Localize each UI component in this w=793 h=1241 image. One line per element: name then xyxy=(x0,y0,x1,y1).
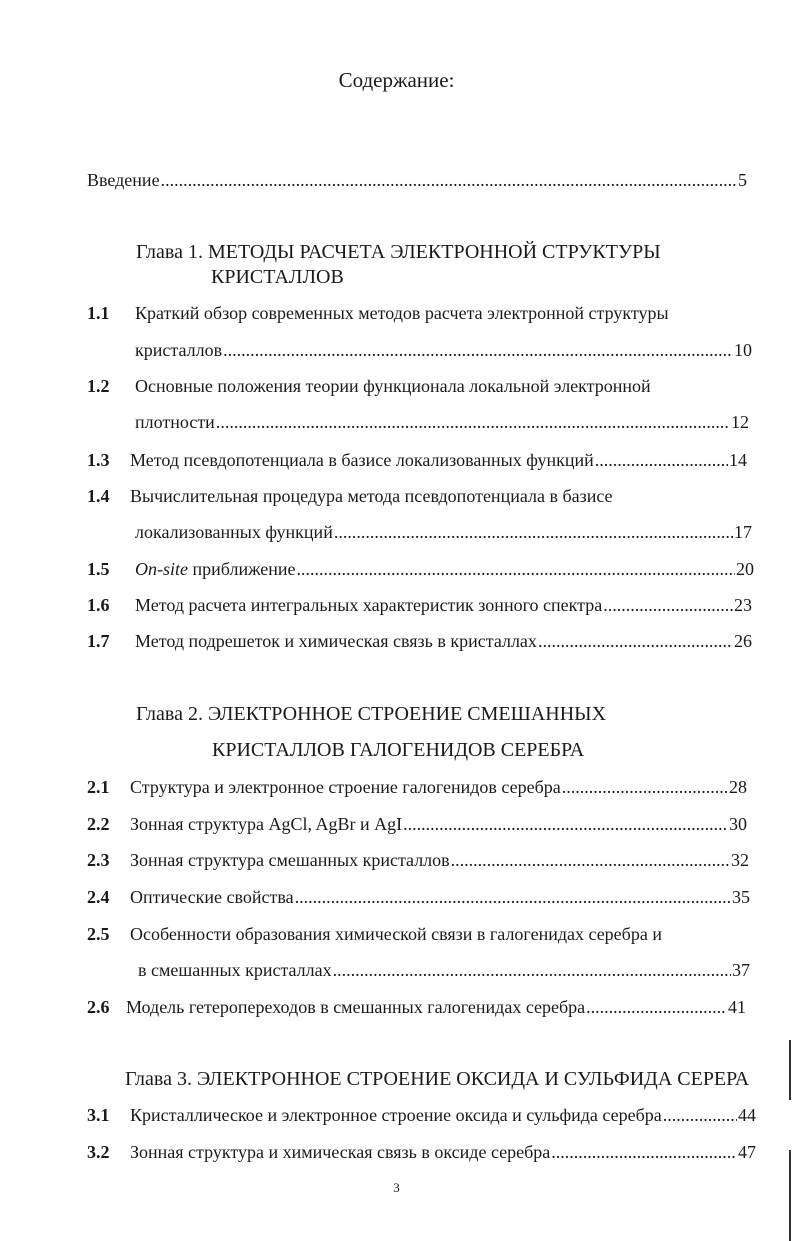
section-number: 3.2 xyxy=(87,1142,110,1162)
toc-page-number: 32 xyxy=(731,850,749,870)
section-number: 2.1 xyxy=(87,777,110,797)
dot-leader xyxy=(551,1142,737,1163)
toc-entry-2-2[interactable] xyxy=(130,814,747,835)
section-title-rest: приближение xyxy=(188,559,296,579)
dot-leader xyxy=(334,522,733,543)
section-number: 2.2 xyxy=(87,814,110,834)
toc-entry-intro[interactable] xyxy=(87,170,747,191)
section-title: Зонная структура смешанных кристаллов xyxy=(130,850,450,870)
section-title[interactable]: Особенности образования химической связи в галогенидах серебра и xyxy=(130,924,662,944)
section-title: Зонная структура AgCl, AgBr и AgI xyxy=(130,814,403,834)
toc-entry-1-7[interactable] xyxy=(135,631,752,652)
chapter-2-title-cont: КРИСТАЛЛОВ ГАЛОГЕНИДОВ СЕРЕБРА xyxy=(212,739,585,761)
toc-entry-2-1[interactable] xyxy=(130,777,747,798)
toc-entry-3-2[interactable] xyxy=(130,1142,756,1163)
section-title-cont: в смешанных кристаллах xyxy=(138,960,332,980)
section-number: 1.2 xyxy=(87,376,110,396)
dot-leader xyxy=(562,777,728,798)
toc-entry-2-5[interactable] xyxy=(138,960,750,981)
dot-leader xyxy=(295,887,731,908)
dot-leader xyxy=(297,559,735,580)
dot-leader xyxy=(603,595,733,616)
section-number: 1.7 xyxy=(87,631,110,651)
section-title[interactable]: Основные положения теории функционала локальной электронной xyxy=(135,376,651,396)
dot-leader xyxy=(333,960,731,981)
chapter-1-title-cont: КРИСТАЛЛОВ xyxy=(211,266,344,288)
section-number: 2.4 xyxy=(87,887,110,907)
section-title xyxy=(135,559,296,580)
dot-leader xyxy=(538,631,733,652)
toc-entry-1-2[interactable] xyxy=(135,412,749,433)
toc-entry-1-5[interactable] xyxy=(135,559,754,580)
toc-entry-2-3[interactable] xyxy=(130,850,749,871)
dot-leader xyxy=(223,340,733,361)
page-title: Содержание: xyxy=(338,68,455,92)
section-number: 2.3 xyxy=(87,850,110,870)
scan-edge-line xyxy=(789,1040,791,1100)
section-title: Метод псевдопотенциала в базисе локализованных функций xyxy=(130,450,594,470)
section-title[interactable]: Вычислительная процедура метода псевдопотенциала в базисе xyxy=(130,486,613,506)
section-number: 1.1 xyxy=(87,303,110,323)
section-title: Кристаллическое и электронное строение оксида и сульфида серебра xyxy=(130,1105,662,1125)
toc-page-number: 35 xyxy=(732,887,750,907)
section-title: Структура и электронное строение галогенидов серебра xyxy=(130,777,561,797)
section-title: Оптические свойства xyxy=(130,887,294,907)
dot-leader xyxy=(586,997,727,1018)
toc-page-number: 20 xyxy=(736,559,754,579)
dot-leader xyxy=(403,814,728,835)
toc-entry-1-4[interactable] xyxy=(135,522,752,543)
section-number: 3.1 xyxy=(87,1105,110,1125)
toc-entry-2-4[interactable] xyxy=(130,887,750,908)
section-title: Модель гетеропереходов в смешанных галогенидах серебра xyxy=(126,997,586,1017)
toc-page-number: 37 xyxy=(732,960,750,980)
section-number: 1.4 xyxy=(87,486,110,506)
chapter-2-title: Глава 2. ЭЛЕКТРОННОЕ СТРОЕНИЕ СМЕШАННЫХ xyxy=(136,703,607,725)
toc-page-number: 23 xyxy=(734,595,752,615)
toc-entry-label: Введение xyxy=(87,170,160,190)
section-title: Зонная структура и химическая связь в оксиде серебра xyxy=(130,1142,551,1162)
dot-leader xyxy=(216,412,730,433)
section-title-cont: кристаллов xyxy=(135,340,223,360)
toc-page-number: 12 xyxy=(731,412,749,432)
scan-edge-line xyxy=(789,1150,791,1241)
dot-leader xyxy=(663,1105,737,1126)
dot-leader xyxy=(451,850,730,871)
section-number: 1.6 xyxy=(87,595,110,615)
toc-page-number: 26 xyxy=(734,631,752,651)
section-number: 1.5 xyxy=(87,559,110,579)
toc-entry-1-3[interactable] xyxy=(130,450,747,471)
toc-entry-1-6[interactable] xyxy=(135,595,752,616)
toc-page-number: 41 xyxy=(728,997,746,1017)
dot-leader xyxy=(595,450,728,471)
section-title-cont: плотности xyxy=(135,412,215,432)
section-title: Метод расчета интегральных характеристик зонного спектра xyxy=(135,595,603,615)
dot-leader xyxy=(161,170,737,191)
toc-page-number: 17 xyxy=(734,522,752,542)
toc-entry-3-1[interactable] xyxy=(130,1105,756,1126)
chapter-1-title: Глава 1. МЕТОДЫ РАСЧЕТА ЭЛЕКТРОННОЙ СТРУКТУРЫ xyxy=(136,241,661,263)
page-footer-number: 3 xyxy=(393,1180,400,1195)
toc-page-number: 28 xyxy=(729,777,747,797)
section-title[interactable]: Краткий обзор современных методов расчета электронной структуры xyxy=(135,303,669,323)
toc-entry-2-6[interactable] xyxy=(126,997,746,1018)
section-title-italic: On-site xyxy=(135,559,188,579)
section-number: 2.6 xyxy=(87,997,110,1017)
toc-page-number: 10 xyxy=(734,340,752,360)
section-number: 1.3 xyxy=(87,450,110,470)
toc-entry-1-1[interactable] xyxy=(135,340,752,361)
toc-page-number: 14 xyxy=(729,450,747,470)
toc-page-number: 44 xyxy=(738,1105,756,1125)
toc-page-number: 47 xyxy=(738,1142,756,1162)
section-title-cont: локализованных функций xyxy=(135,522,333,542)
chapter-3-title: Глава 3. ЭЛЕКТРОННОЕ СТРОЕНИЕ ОКСИДА И СУЛЬФИДА СЕРЕРА xyxy=(125,1068,750,1090)
section-title: Метод подрешеток и химическая связь в кристаллах xyxy=(135,631,537,651)
toc-page-number: 5 xyxy=(738,170,747,190)
toc-page-number: 30 xyxy=(729,814,747,834)
section-number: 2.5 xyxy=(87,924,110,944)
